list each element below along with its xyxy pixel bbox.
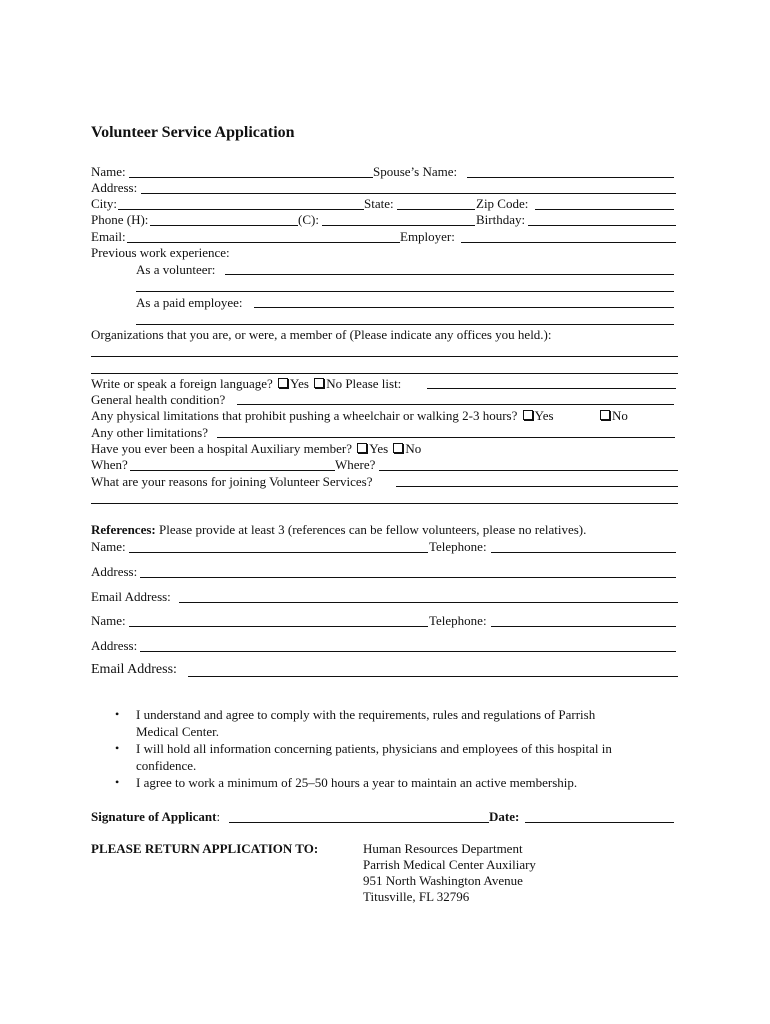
agreement-2-line-2: confidence. [136,758,197,773]
physical-label: Any physical limitations that prohibit pushing a wheelchair or walking 2-3 hours? [91,408,518,423]
reference-2-telephone-label: Telephone: [429,613,487,628]
city-field[interactable] [118,209,364,210]
email-label: Email: [91,229,126,244]
references-label: References: [91,522,156,537]
other-limitations-label: Any other limitations? [91,425,208,440]
signature-label: Signature of Applicant [91,809,217,824]
foreign-language-label: Write or speak a foreign language? [91,376,273,391]
return-label: PLEASE RETURN APPLICATION TO: [91,841,319,856]
physical-yes-checkbox[interactable] [523,410,533,420]
foreign-language-row [91,376,401,391]
physical-no-option [598,408,628,423]
email-field[interactable] [127,242,400,243]
reference-1-telephone-label: Telephone: [429,539,487,554]
no-label: No [326,376,343,391]
return-address-line-3: 951 North Washington Avenue [363,873,523,888]
reference-2-address-field[interactable] [140,651,676,652]
where-field[interactable] [379,470,678,471]
no-label: No [612,408,628,423]
phone-home-label: Phone (H): [91,212,149,227]
reference-1-email-label: Email Address: [91,589,171,604]
phone-cell-field[interactable] [322,225,475,226]
employer-field[interactable] [461,242,676,243]
when-field[interactable] [130,470,335,471]
address-field[interactable] [141,193,676,194]
yes-label: Yes [534,408,554,423]
return-address-line-2: Parrish Medical Center Auxiliary [363,857,536,872]
health-field[interactable] [237,404,674,405]
paid-experience-label: As a paid employee: [136,295,243,310]
return-address-line-4: Titusville, FL 32796 [363,889,470,904]
return-address-line-1: Human Resources Department [363,841,523,856]
organizations-label: Organizations that you are, or were, a member of (Please indicate any offices you held.): [91,327,552,342]
physical-row [91,408,554,423]
phone-home-field[interactable] [150,225,298,226]
reference-2-name-label: Name: [91,613,126,628]
reference-2-address-label: Address: [91,638,138,653]
foreign-language-yes-checkbox[interactable] [278,378,288,388]
reference-1-address-label: Address: [91,564,138,579]
auxiliary-row [91,441,421,456]
auxiliary-no-checkbox[interactable] [393,443,403,453]
previous-work-label: Previous work experience: [91,245,230,260]
address-label: Address: [91,180,138,195]
birthday-label: Birthday: [476,212,526,227]
references-instruction: Please provide at least 3 (references can be fellow volunteers, please no relatives). [158,522,587,537]
volunteer-experience-field-2[interactable] [136,291,674,292]
agreement-3: I agree to work a minimum of 25–50 hours a year to maintain an active membership. [136,775,578,790]
no-label: No [405,441,422,456]
please-list-label: Please list: [345,376,402,391]
zip-label: Zip Code: [476,196,529,211]
zip-field[interactable] [535,209,674,210]
reference-1-telephone-field[interactable] [491,552,676,553]
phone-cell-label: (C): [298,212,319,227]
reasons-label: What are your reasons for joining Volunteer Services? [91,474,373,489]
organizations-field-2[interactable] [91,373,678,374]
reference-2-email-field[interactable] [188,676,678,677]
reference-1-name-field[interactable] [129,552,428,553]
physical-no-checkbox[interactable] [600,410,610,420]
reference-1-name-label: Name: [91,539,126,554]
signature-colon: : [216,809,221,824]
foreign-language-field[interactable] [427,388,676,389]
foreign-language-no-checkbox[interactable] [314,378,324,388]
reference-2-name-field[interactable] [129,626,428,627]
auxiliary-yes-checkbox[interactable] [357,443,367,453]
paid-experience-field-2[interactable] [136,324,674,325]
reference-2-telephone-field[interactable] [491,626,676,627]
spouse-label: Spouse’s Name: [373,164,458,179]
volunteer-experience-label: As a volunteer: [136,262,216,277]
reasons-field[interactable] [396,486,678,487]
birthday-field[interactable] [528,225,676,226]
health-label: General health condition? [91,392,226,407]
spouse-field[interactable] [467,177,674,178]
where-label: Where? [335,457,376,472]
signature-row [91,809,220,824]
reference-1-address-field[interactable] [140,577,676,578]
agreement-1-line-1: I understand and agree to comply with the requirements, rules and regulations of Parrish [136,707,596,722]
reference-2-email-label: Email Address: [91,662,177,677]
bullet-icon: • [115,707,120,721]
agreement-2-line-1: I will hold all information concerning patients, physicians and employees of this hospital in [136,741,612,756]
reasons-field-2[interactable] [91,503,678,504]
date-label: Date: [489,809,520,824]
reference-1-email-field[interactable] [179,602,678,603]
volunteer-experience-field[interactable] [225,274,674,275]
yes-label: Yes [369,441,389,456]
name-label: Name: [91,164,126,179]
yes-label: Yes [290,376,309,391]
signature-field[interactable] [229,822,489,823]
city-label: City: [91,196,118,211]
paid-experience-field[interactable] [254,307,674,308]
page-title: Volunteer Service Application [91,124,295,141]
agreement-1-line-2: Medical Center. [136,724,220,739]
bullet-icon: • [115,741,120,755]
when-label: When? [91,457,128,472]
name-field[interactable] [129,177,373,178]
employer-label: Employer: [400,229,455,244]
references-heading [91,522,586,537]
state-label: State: [364,196,394,211]
other-limitations-field[interactable] [217,437,675,438]
bullet-icon: • [115,775,120,789]
organizations-field[interactable] [91,356,678,357]
date-field[interactable] [525,822,674,823]
auxiliary-label: Have you ever been a hospital Auxiliary member? [91,441,352,456]
state-field[interactable] [397,209,475,210]
